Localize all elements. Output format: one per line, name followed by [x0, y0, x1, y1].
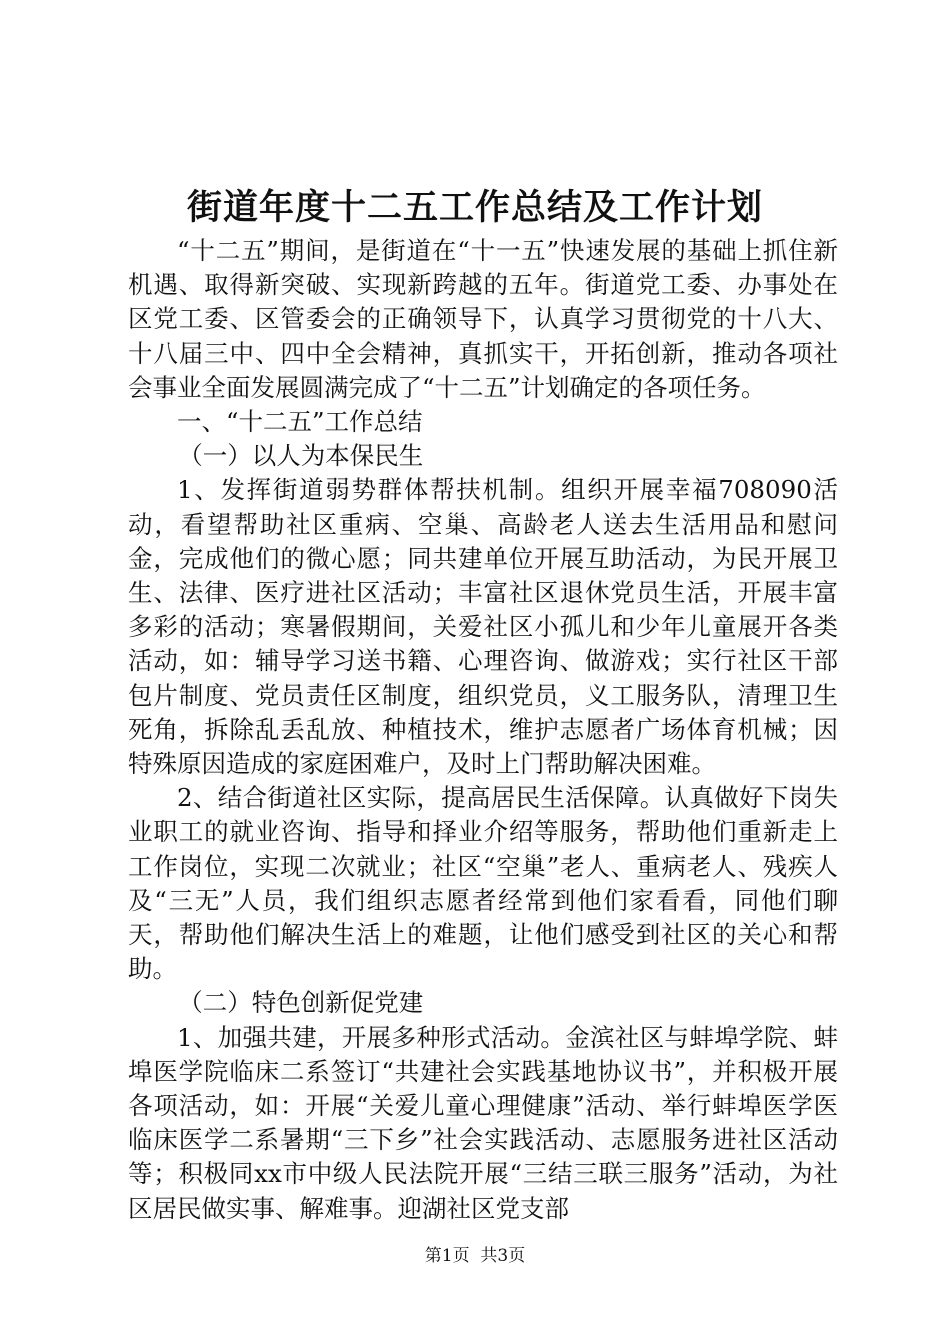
document-body	[128, 234, 838, 1226]
paragraph-item-2: 2、结合街道社区实际，提高居民生活保障。认真做好下岗失业职工的就业咨询、指导和择业介绍等服务，帮助他们重新走上工作岗位，实现二次就业；社区“空巢”老人、重病老人、残疾人及“三无”人员，我们组织志愿者经常到他们家看看，同他们聊天，帮助他们解决生活上的难题，让他们感受到社区的关心和帮助。	[128, 783, 838, 984]
subsection-heading-people: （一）以人为本保民生	[178, 441, 424, 471]
document-title: 街道年度十二五工作总结及工作计划	[186, 187, 763, 228]
section-heading-summary: 一、“十二五”工作总结	[177, 407, 423, 437]
subsection-heading-party: （二）特色创新促党建	[178, 988, 424, 1018]
intro-paragraph: “十二五”期间，是街道在“十一五”快速发展的基础上抓住新机遇、取得新突破、实现新跨越的五年。街道党工委、办事处在区党工委、区管委会的正确领导下，认真学习贯彻党的十八大、十八届三中、四中全会精神，真抓实干，开拓创新，推动各项社会事业全面发展圆满完成了“十二五”计划确定的各项任务。	[128, 236, 838, 402]
paragraph-item-1: 1、发挥街道弱势群体帮扶机制。组织开展幸福708090活动，看望帮助社区重病、空巢、高龄老人送去生活用品和慰问金，完成他们的微心愿；同共建单位开展互助活动，为民开展卫生、法律、医疗进社区活动；丰富社区退休党员生活，开展丰富多彩的活动；寒暑假期间，关爱社区小孤儿和少年儿童展开各类活动，如：辅导学习送书籍、心理咨询、做游戏；实行社区干部包片制度、党员责任区制度，组织党员，义工服务队，清理卫生死角，拆除乱丢乱放、种植技术，维护志愿者广场体育机械；因特殊原因造成的家庭困难户，及时上门帮助解决困难。	[128, 475, 838, 779]
page-footer	[0, 1244, 950, 1268]
paragraph-item-3: 1、加强共建，开展多种形式活动。金滨社区与蚌埠学院、蚌埠医学院临床二系签订“共建社会实践基地协议书”，并积极开展各项活动，如：开展“关爱儿童心理健康”活动、举行蚌埠医学医临床医学二系暑期“三下乡”社会实践活动、志愿服务进社区活动等；积极同xx市中级人民法院开展“三结三联三服务”活动，为社区居民做实事、解难事。迎湖社区党支部	[128, 1022, 838, 1223]
page-number-label: 第1页 共3页	[424, 1246, 526, 1266]
